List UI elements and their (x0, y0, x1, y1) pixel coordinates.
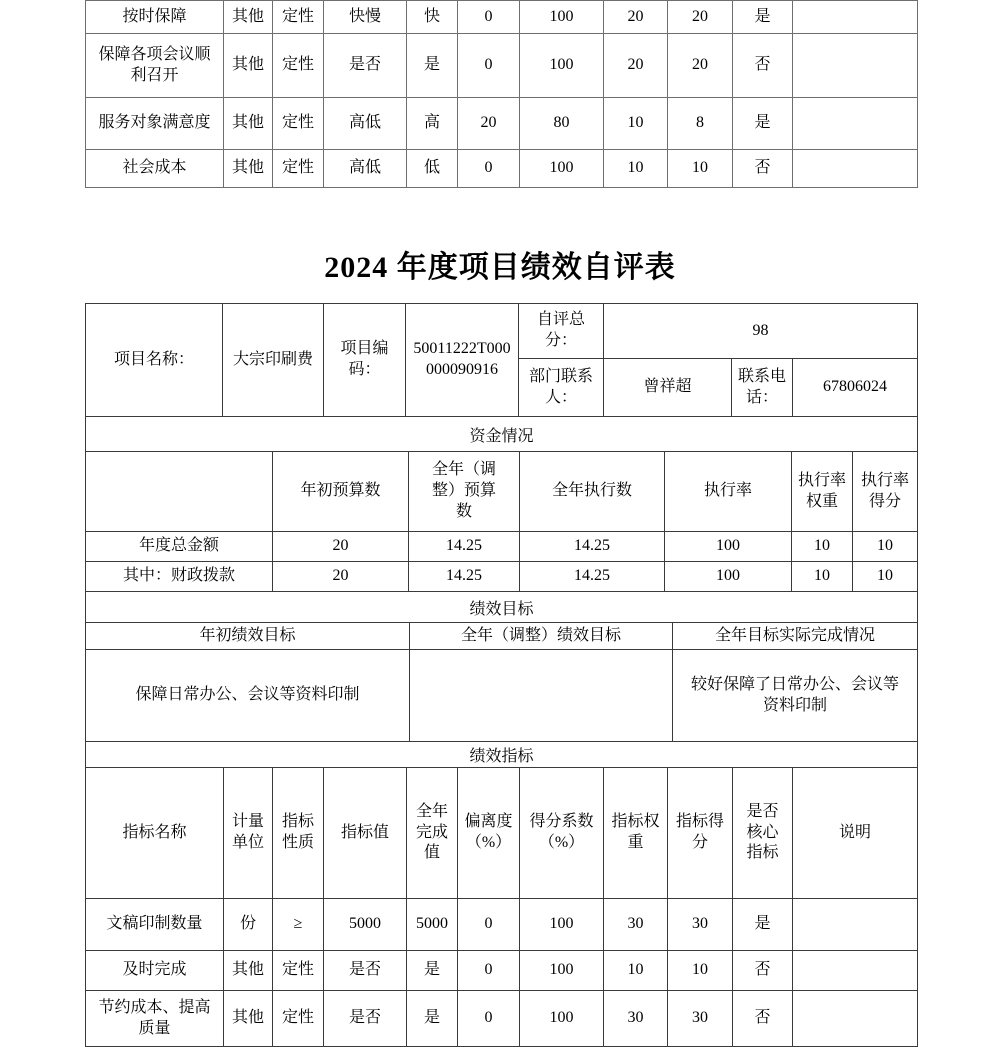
header-cell (86, 452, 273, 532)
goal-actual-cell: 较好保障了日常办公、会议等资料印制 (673, 650, 918, 742)
self-score-value: 98 (604, 304, 918, 359)
cell: 0 (458, 1, 520, 34)
cell: 10 (853, 562, 918, 592)
cell (793, 34, 918, 98)
cell: 20 (458, 98, 520, 150)
project-name-value: 大宗印刷费 (223, 304, 324, 417)
header-cell: 全年执行数 (520, 452, 665, 532)
cell: 是 (407, 991, 458, 1047)
cell: 20 (273, 562, 409, 592)
cell: 是否 (324, 991, 407, 1047)
goal-initial-cell: 保障日常办公、会议等资料印制 (86, 650, 410, 742)
cell: 是否 (324, 951, 407, 991)
project-code-label: 项目编码： (324, 304, 406, 417)
indicator-name-cell: 保障各项会议顺利召开 (86, 34, 224, 98)
header-cell: 得分系数（%） (520, 768, 604, 899)
cell: 定性 (273, 98, 324, 150)
cell: 0 (458, 34, 520, 98)
cell: 定性 (273, 991, 324, 1047)
table-row (86, 951, 918, 991)
indicator-name-cell: 服务对象满意度 (86, 98, 224, 150)
row-label-cell: 其中：财政拨款 (86, 562, 273, 592)
cell: 其他 (224, 991, 273, 1047)
cell: 10 (668, 951, 733, 991)
cell (793, 150, 918, 188)
table-row (86, 768, 918, 899)
cell: 20 (273, 532, 409, 562)
cell (793, 991, 918, 1047)
cell: 10 (668, 150, 733, 188)
cell: 10 (792, 532, 853, 562)
funding-section-header: 资金情况 (85, 416, 918, 452)
cell: 14.25 (520, 562, 665, 592)
contact-label: 部门联系人： (519, 359, 604, 417)
phone-label: 联系电话： (732, 359, 793, 417)
cell: 其他 (224, 1, 273, 34)
cell: 否 (733, 150, 793, 188)
cell: 100 (665, 532, 792, 562)
indicator-name-cell: 按时保障 (86, 1, 224, 34)
cell: 定性 (273, 1, 324, 34)
header-cell: 指标得分 (668, 768, 733, 899)
phone-value: 67806024 (793, 359, 918, 417)
header-cell: 全年目标实际完成情况 (673, 623, 918, 650)
cell: 100 (520, 991, 604, 1047)
table-row (86, 304, 918, 359)
cell: 定性 (273, 34, 324, 98)
cell: 5000 (407, 899, 458, 951)
cell (793, 951, 918, 991)
header-cell: 指标权重 (604, 768, 668, 899)
cell: 30 (668, 899, 733, 951)
cell: 100 (520, 34, 604, 98)
carryover-indicator-table (85, 0, 918, 188)
header-cell: 指标名称 (86, 768, 224, 899)
funding-table (85, 451, 918, 592)
header-cell: 年初绩效目标 (86, 623, 410, 650)
indicators-section-header: 绩效指标 (85, 741, 918, 768)
cell: 100 (520, 899, 604, 951)
cell: 否 (733, 34, 793, 98)
header-cell: 偏离度（%） (458, 768, 520, 899)
cell: 快慢 (324, 1, 407, 34)
header-cell: 全年完成值 (407, 768, 458, 899)
header-cell: 全年（调整）预算数 (409, 452, 520, 532)
header-cell: 全年（调整）绩效目标 (410, 623, 673, 650)
header-cell: 计量单位 (224, 768, 273, 899)
table-row (86, 650, 918, 742)
project-code-value: 50011222T000000090916 (406, 304, 519, 417)
contact-value: 曾祥超 (604, 359, 732, 417)
indicator-name-cell: 节约成本、提高质量 (86, 991, 224, 1047)
cell: 高低 (324, 150, 407, 188)
cell: 否 (733, 951, 793, 991)
goal-adjusted-cell (410, 650, 673, 742)
cell: 0 (458, 991, 520, 1047)
table-row (86, 34, 918, 98)
cell: 100 (665, 562, 792, 592)
cell: 30 (668, 991, 733, 1047)
header-cell: 是否核心指标 (733, 768, 793, 899)
cell: 否 (733, 991, 793, 1047)
cell: 10 (604, 951, 668, 991)
cell: 快 (407, 1, 458, 34)
cell: 80 (520, 98, 604, 150)
cell: 10 (853, 532, 918, 562)
indicators-table (85, 767, 918, 1047)
header-cell: 指标性质 (273, 768, 324, 899)
cell: 20 (604, 1, 668, 34)
table-row (86, 562, 918, 592)
cell: 份 (224, 899, 273, 951)
cell (793, 899, 918, 951)
cell: 30 (604, 899, 668, 951)
row-label-cell: 年度总金额 (86, 532, 273, 562)
cell: 10 (604, 98, 668, 150)
cell: 5000 (324, 899, 407, 951)
table-row (86, 991, 918, 1047)
cell: 30 (604, 991, 668, 1047)
cell: 100 (520, 150, 604, 188)
cell: 14.25 (409, 532, 520, 562)
table-row (86, 899, 918, 951)
cell: 0 (458, 951, 520, 991)
header-cell: 执行率得分 (853, 452, 918, 532)
self-score-label: 自评总分： (519, 304, 604, 359)
cell: 100 (520, 1, 604, 34)
project-name-label: 项目名称： (86, 304, 223, 417)
cell: 14.25 (520, 532, 665, 562)
cell: 0 (458, 150, 520, 188)
header-cell: 指标值 (324, 768, 407, 899)
table-row (86, 623, 918, 650)
indicator-name-cell: 社会成本 (86, 150, 224, 188)
cell (793, 1, 918, 34)
table-row (86, 1, 918, 34)
cell: 20 (668, 1, 733, 34)
cell: 高 (407, 98, 458, 150)
cell: 其他 (224, 150, 273, 188)
cell: 定性 (273, 951, 324, 991)
cell: 20 (604, 34, 668, 98)
cell (793, 98, 918, 150)
cell: 是 (407, 34, 458, 98)
goals-table (85, 622, 918, 742)
cell: 其他 (224, 98, 273, 150)
cell: 10 (792, 562, 853, 592)
header-cell: 执行率 (665, 452, 792, 532)
page-title: 2024 年度项目绩效自评表 (324, 251, 676, 284)
cell: 是 (733, 1, 793, 34)
header-cell: 年初预算数 (273, 452, 409, 532)
cell: 高低 (324, 98, 407, 150)
cell: 是 (407, 951, 458, 991)
cell: 0 (458, 899, 520, 951)
cell: 100 (520, 951, 604, 991)
table-row (86, 452, 918, 532)
cell: 其他 (224, 951, 273, 991)
cell: 是 (733, 899, 793, 951)
self-eval-table (85, 303, 918, 1047)
goals-section-header: 绩效目标 (85, 591, 918, 623)
header-cell: 说明 (793, 768, 918, 899)
cell: 是 (733, 98, 793, 150)
cell: 14.25 (409, 562, 520, 592)
cell: 是否 (324, 34, 407, 98)
cell: 其他 (224, 34, 273, 98)
table-row (86, 98, 918, 150)
cell: 8 (668, 98, 733, 150)
table-row (86, 150, 918, 188)
project-info-table (85, 303, 918, 417)
table-row (86, 532, 918, 562)
cell: 低 (407, 150, 458, 188)
indicator-name-cell: 及时完成 (86, 951, 224, 991)
indicator-name-cell: 文稿印制数量 (86, 899, 224, 951)
cell: 20 (668, 34, 733, 98)
cell: 10 (604, 150, 668, 188)
header-cell: 执行率权重 (792, 452, 853, 532)
cell: 定性 (273, 150, 324, 188)
cell: ≥ (273, 899, 324, 951)
